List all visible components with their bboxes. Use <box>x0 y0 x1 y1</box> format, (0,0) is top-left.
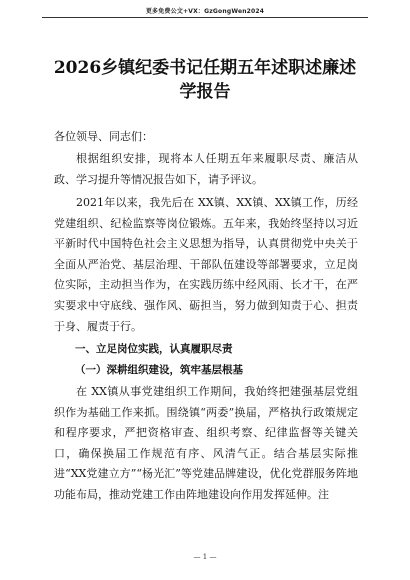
document-title: 2026乡镇纪委书记任期五年述职述廉述学报告 <box>53 58 357 102</box>
section-heading: 一、立足岗位实践，认真履职尽责 <box>75 343 233 355</box>
salutation: 各位领导、同志们： <box>54 130 153 143</box>
paragraph-organization: 在 XX镇从事党建组织工作期间，我始终把建强基层党组织作为基础工作来抓。围绕镇“两委”换届，严格执行政策规定和程序要求，严把资格审查、组织考察、纪律监督等关键关口，确保换届工作规范有序、风清气正。结合基层实际推进“XX党建立方”“杨光汇”等党建品牌建设，优化党群服务阵地功能布局，推动党建工作由阵地建设向作用发挥延伸。注 <box>54 385 358 501</box>
header-text: 更多免费公文+VX：GzGongWen2024 <box>145 8 265 15</box>
paragraph-background: 2021年以来，我先后在 XX镇、XX镇、XX镇工作，历经党建组织、纪检监察等岗位锻炼。五年来，我始终坚持以习近平新时代中国特色社会主义思想为指导，认真贯彻党中央关于全面从严治党、基层治理、干部队伍建设等部署要求，立足岗位实际，主动担当作为，在实践历练中经风雨、长才干，在严实要求中守底线、强作风、砺担当，努力做到知责于心、担责于身、履责于行。 <box>54 196 358 333</box>
subsection-heading: （一）深耕组织建设，筑牢基层根基 <box>75 364 243 376</box>
paragraph-intro: 根据组织安排，现将本人任期五年来履职尽责、廉洁从政、学习提升等情况报告如下，请予评议。 <box>54 152 358 186</box>
header-rule <box>42 17 368 18</box>
page-number: — 1 — <box>193 553 217 561</box>
